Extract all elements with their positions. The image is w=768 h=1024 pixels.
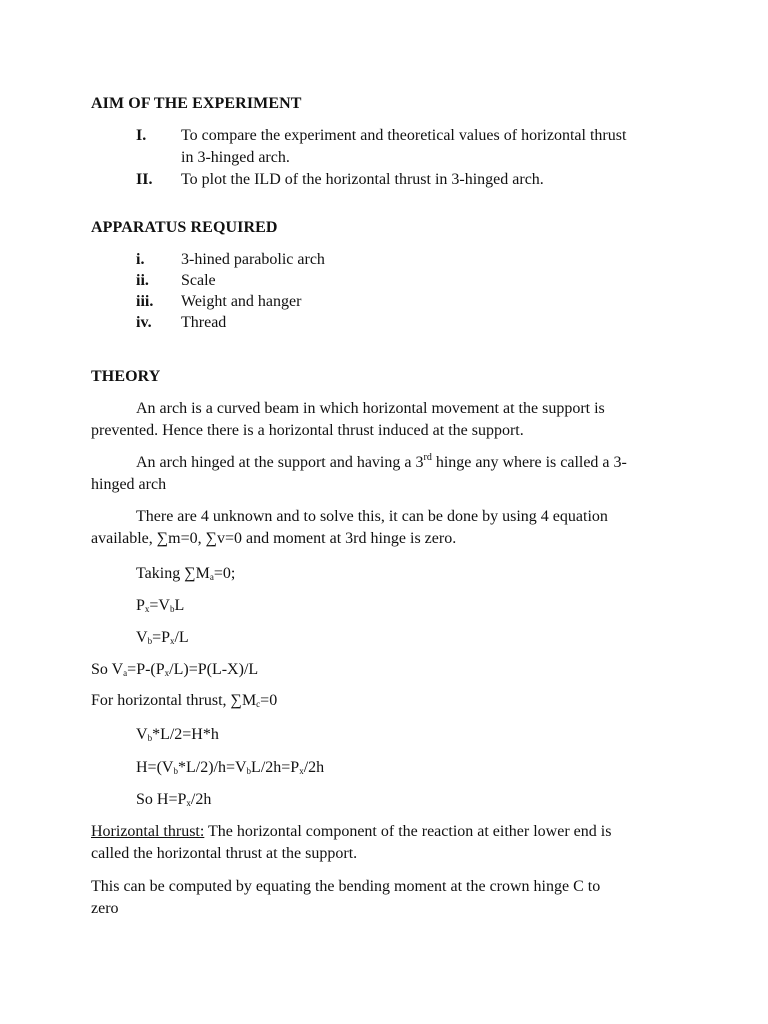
apparatus-item-text: Thread — [181, 314, 227, 331]
apparatus-item-number: i. — [136, 251, 145, 268]
definition-term: Horizontal thrust: — [91, 823, 205, 840]
apparatus-item-number: ii. — [136, 272, 149, 289]
equation: Taking $\sum M_a=0$; — [136, 565, 236, 582]
definition-line: Horizontal thrust: The horizontal component of the reaction at either lower end is — [91, 823, 612, 840]
theory-heading: THEORY — [91, 368, 161, 385]
equation: $V_b*L/2=H*h$ — [136, 726, 219, 743]
theory-paragraph-line: available, ∑m=0, ∑v=0 and moment at 3rd hinge is zero. — [91, 530, 457, 547]
aim-item-text: To compare the experiment and theoretical values of horizontal thrust — [181, 127, 627, 144]
theory-paragraph-line: An arch hinged at the support and having a 3rd hinge any where is called a 3- — [136, 452, 627, 471]
apparatus-item-text: Scale — [181, 272, 216, 289]
theory-paragraph-line: hinged arch — [91, 476, 167, 493]
aim-item-number: II. — [136, 171, 153, 188]
theory-paragraph-line: prevented. Hence there is a horizontal thrust induced at the support. — [91, 422, 524, 439]
equation: So $V_a=P-(P_x/L)=P(L-X)/L$ — [91, 661, 259, 678]
theory-paragraph-line: An arch is a curved beam in which horizontal movement at the support is — [136, 400, 605, 417]
equation: $V_b=P_x/L$ — [136, 629, 189, 646]
aim-item-text: To plot the ILD of the horizontal thrust in 3-hinged arch. — [181, 171, 544, 188]
theory-paragraph-line: This can be computed by equating the bending moment at the crown hinge C to — [91, 878, 601, 895]
apparatus-item-number: iv. — [136, 314, 152, 331]
apparatus-heading: APPARATUS REQUIRED — [91, 219, 278, 236]
theory-paragraph-line: There are 4 unknown and to solve this, it can be done by using 4 equation — [136, 508, 608, 525]
definition-line: called the horizontal thrust at the support. — [91, 845, 358, 862]
apparatus-item-text: Weight and hanger — [181, 293, 302, 310]
apparatus-item-number: iii. — [136, 293, 154, 310]
equation: So $H=P_x/2h$ — [136, 791, 212, 808]
aim-item-number: I. — [136, 127, 147, 144]
apparatus-item-text: 3-hined parabolic arch — [181, 251, 325, 268]
aim-heading: AIM OF THE EXPERIMENT — [91, 95, 302, 112]
equation: $H=(V_b*L/2)/h=V_bL/2h=P_x/2h$ — [136, 759, 325, 776]
equation: For horizontal thrust, $\sum M_c=0$ — [91, 692, 278, 709]
equation: $P_x=V_bL$ — [136, 597, 185, 614]
theory-paragraph-line: zero — [91, 900, 119, 917]
aim-item-text-continued: in 3-hinged arch. — [181, 149, 290, 166]
